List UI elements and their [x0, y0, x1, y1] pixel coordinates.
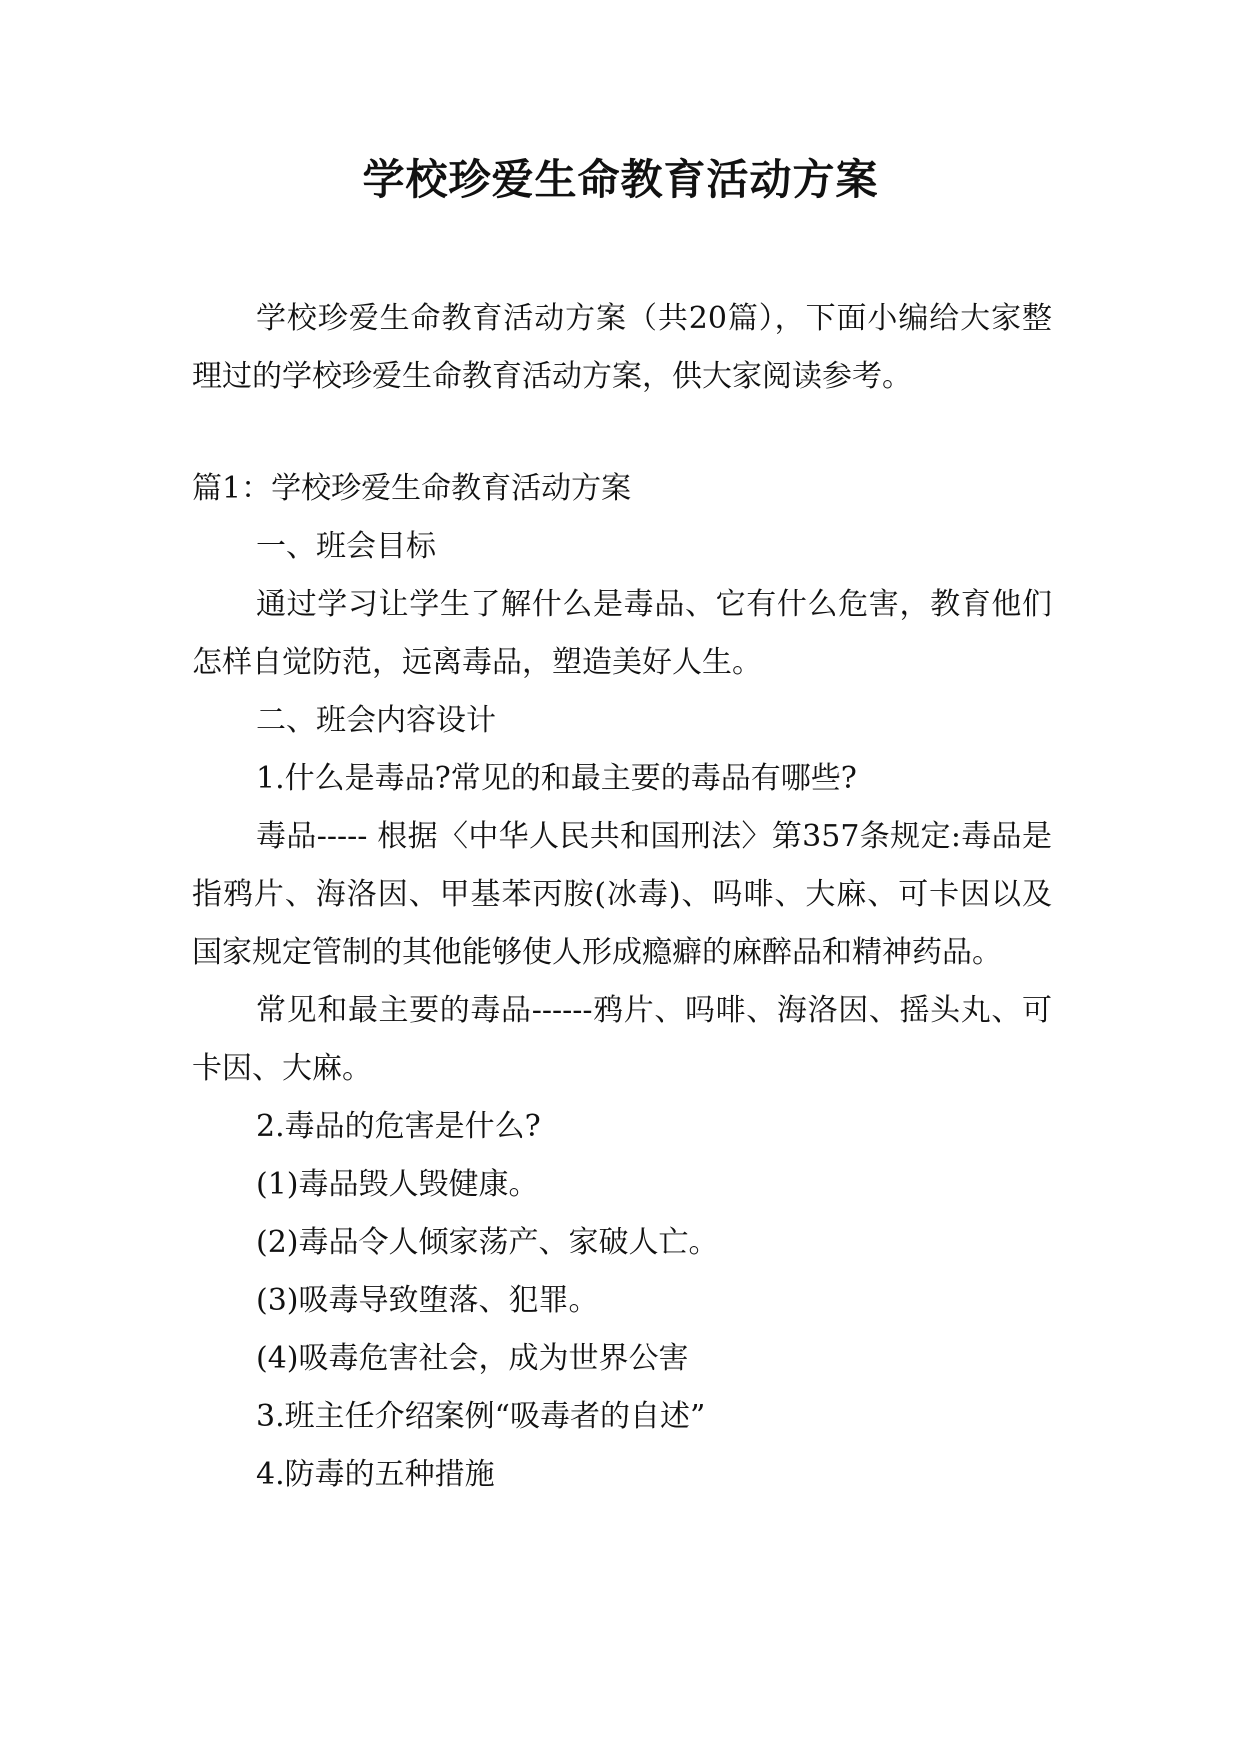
list-item: (2)毒品令人倾家荡产、家破人亡。 [256, 1225, 719, 1260]
list-item: (1)毒品毁人毁健康。 [256, 1167, 539, 1202]
heading-content-design: 二、班会内容设计 [256, 703, 496, 738]
paragraph-goal-text: 通过学习让学生了解什么是毒品、它有什么危害，教育他们怎样自觉防范，远离毒品，塑造美好人生。 [192, 587, 1052, 680]
list-item: (3)吸毒导致堕落、犯罪。 [256, 1283, 599, 1318]
intro-block [192, 290, 1052, 406]
intro-paragraph: 学校珍爱生命教育活动方案（共20篇），下面小编给大家整理过的学校珍爱生命教育活动方案，供大家阅读参考。 [192, 301, 1052, 394]
item-case-study: 3.班主任介绍案例“吸毒者的自述” [256, 1399, 706, 1434]
article-body [192, 460, 1052, 1504]
paragraph-common-drugs: 常见和最主要的毒品------鸦片、吗啡、海洛因、摇头丸、可卡因、大麻。 [192, 993, 1052, 1086]
item-what-is-drug: 1.什么是毒品?常见的和最主要的毒品有哪些? [256, 761, 857, 796]
list-item: (4)吸毒危害社会，成为世界公害 [256, 1341, 689, 1376]
item-drug-harm: 2.毒品的危害是什么? [256, 1109, 541, 1144]
paragraph-drug-definition: 毒品----- 根据〈中华人民共和国刑法〉第357条规定:毒品是指鸦片、海洛因、甲基苯丙胺(冰毒)、吗啡、大麻、可卡因以及国家规定管制的其他能够使人形成瘾癖的麻醉品和精神药品。 [192, 819, 1052, 970]
heading-class-goal: 一、班会目标 [256, 529, 436, 564]
item-prevention-measures: 4.防毒的五种措施 [256, 1457, 495, 1492]
section-heading: 篇1：学校珍爱生命教育活动方案 [192, 471, 632, 506]
document-title: 学校珍爱生命教育活动方案 [362, 155, 879, 204]
